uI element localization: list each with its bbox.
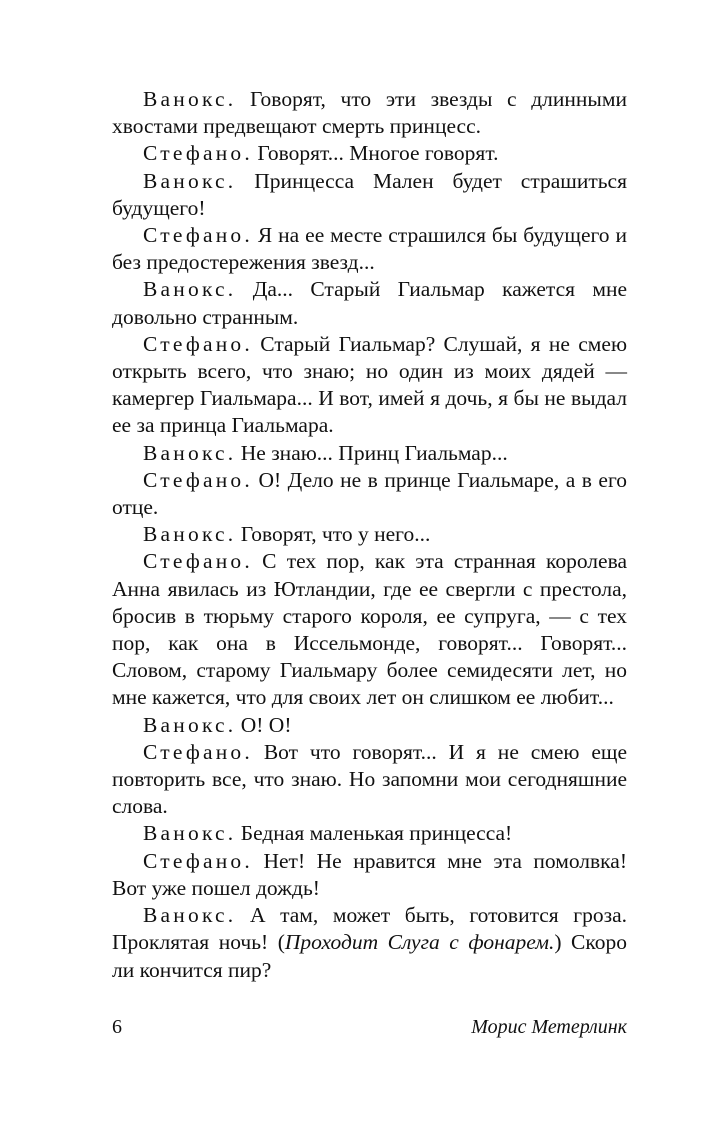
speaker-name: Стефано. — [143, 467, 253, 492]
dialogue-paragraph — [112, 902, 627, 984]
dialogue-paragraph — [112, 440, 627, 467]
running-head: Морис Метерлинк — [471, 1016, 627, 1038]
speaker-name: Ванокс. — [143, 277, 237, 302]
dialogue-text: Говорят, что эти звезды с длинными хвостами предвещают смерть принцесс. — [112, 87, 627, 139]
dialogue-text: Нет! Не нравится мне эта помолвка! Вот уже пошел дождь! — [112, 848, 627, 900]
speaker-name: Стефано. — [143, 848, 253, 873]
speaker-name: Ванокс. — [143, 712, 237, 737]
dialogue-paragraph — [112, 521, 627, 548]
speaker-name: Стефано. — [143, 331, 253, 356]
dialogue-text: Бедная маленькая принцесса! — [235, 821, 513, 846]
dialogue-paragraph — [112, 712, 627, 739]
dialogue-paragraph — [112, 331, 627, 440]
dialogue-text: А там, может быть, готовится гроза. Проклятая ночь! ( — [112, 903, 627, 955]
speaker-name: Ванокс. — [143, 522, 237, 547]
dialogue-text: Да... Старый Гиальмар кажется мне довольно странным. — [112, 277, 627, 329]
speaker-name: Ванокс. — [143, 168, 237, 193]
page-body — [112, 86, 627, 984]
dialogue-paragraph — [112, 140, 627, 167]
dialogue-paragraph — [112, 86, 627, 140]
dialogue-paragraph — [112, 848, 627, 902]
stage-direction: Проходит Слуга с фонарем. — [284, 930, 555, 955]
speaker-name: Стефано. — [143, 549, 253, 574]
dialogue-text: О! О! — [235, 712, 292, 737]
dialogue-paragraph — [112, 168, 627, 222]
dialogue-text: О! Дело не в принце Гиальмаре, а в его отце. — [112, 467, 627, 520]
dialogue-text: С тех пор, как эта странная королева Анна явилась из Ютландии, где ее свергли с престола, бросив в тюрьму старого короля, ее супруга, — с тех пор, как она в Иссельмонде, говорят... Говорят... Словом, старому Гиальмару более семидесяти лет, но мне кажется, что для своих лет он слишком ее любит... — [112, 549, 627, 710]
speaker-name: Ванокс. — [143, 903, 237, 928]
dialogue-paragraph — [112, 548, 627, 711]
dialogue-text: Старый Гиальмар? Слушай, я не смею открыть всего, что знаю; но один из моих дядей — камергер Гиальмара... И вот, имей я дочь, я бы не выдал ее за принца Гиальмара. — [112, 331, 627, 438]
dialogue-text: Я на ее месте страшился бы будущего и без предостережения звезд... — [112, 223, 627, 275]
speaker-name: Стефано. — [143, 739, 253, 764]
dialogue-paragraph — [112, 276, 627, 330]
dialogue-text: Принцесса Мален будет страшиться будущего! — [112, 168, 627, 220]
page-number: 6 — [112, 1016, 122, 1038]
dialogue-text: Говорят... Многое говорят. — [251, 141, 499, 166]
dialogue-text: Не знаю... Принц Гиальмар... — [235, 440, 508, 465]
speaker-name: Стефано. — [143, 223, 253, 248]
dialogue-text: ) Скоро ли кончится пир? — [112, 930, 627, 982]
dialogue-text: Вот что говорят... И я не смею еще повторить все, что знаю. Но запомни мои сегодняшние слова. — [112, 739, 627, 819]
speaker-name: Ванокс. — [143, 87, 237, 111]
dialogue-paragraph — [112, 820, 627, 847]
dialogue-paragraph — [112, 222, 627, 276]
dialogue-text: Говорят, что у него... — [235, 522, 431, 547]
speaker-name: Ванокс. — [143, 821, 237, 846]
dialogue-paragraph — [112, 467, 627, 521]
speaker-name: Стефано. — [143, 141, 253, 166]
speaker-name: Ванокс. — [143, 440, 237, 465]
dialogue-paragraph — [112, 739, 627, 821]
